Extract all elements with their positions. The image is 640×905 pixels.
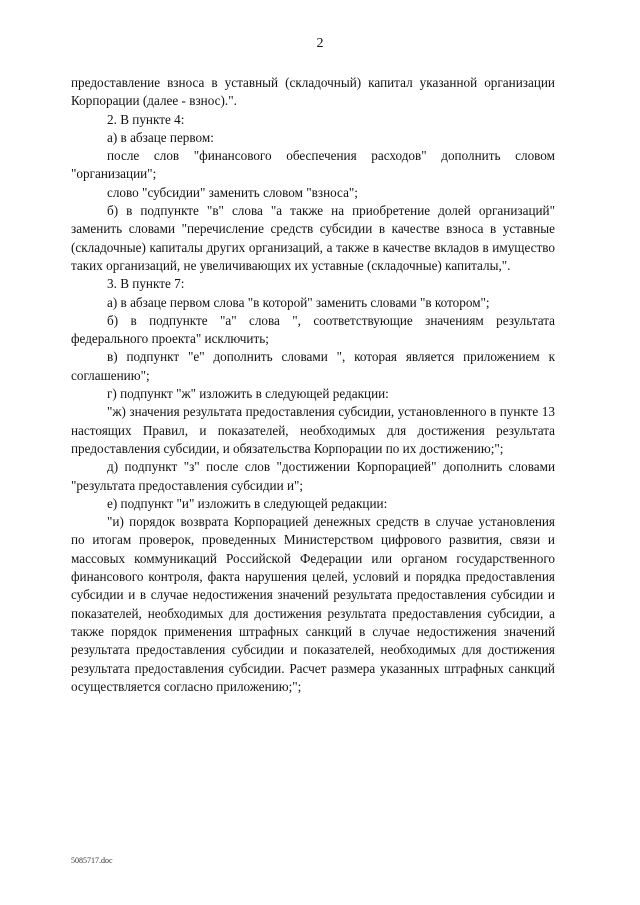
paragraph-6: б) в подпункте "в" слова "а также на приобретение долей организаций" заменить словами "перечисление средств субсидии в качестве взноса в уставные (складочные) капиталы других организаций, а также в качестве вкладов в имущество таких организаций, не увеличивающих их уставные (складочные) капиталы,". [71,203,555,273]
paragraph-11: г) подпункт "ж" изложить в следующей редакции: [107,386,389,402]
paragraph-3: а) в абзаце первом: [107,129,214,145]
paragraph-13: д) подпункт "з" после слов "достижении Корпорацией" дополнить словами "результата предоставления субсидии и"; [71,459,555,493]
document-filename: 5085717.doc [71,856,113,865]
paragraph-12: "ж) значения результата предоставления субсидии, установленного в пункте 13 настоящих Правил, и показателей, необходимых для достижения результата предоставления субсидии, и обязательства Корпорации по их достижению;"; [71,404,555,456]
paragraph-9: б) в подпункте "а" слова ", соответствующие значениям результата федерального проекта" исключить; [71,312,555,347]
page-number: 2 [316,36,324,51]
paragraph-14: е) подпункт "и" изложить в следующей редакции: [107,495,388,511]
paragraph-7: 3. В пункте 7: [107,276,185,292]
paragraph-10: в) подпункт "е" дополнить словами ", которая является приложением к соглашению"; [71,349,555,383]
document-body [71,74,555,696]
paragraph-15: "и) порядок возврата Корпорацией денежных средств в случае установления по итогам проверок, проведенных Министерством цифрового развития, связи и массовых коммуникаций Российской Федерации или органом государственного финансового контроля, факта нарушения целей, условий и порядка предоставления субсидии и в случае недостижения значений результата предоставления субсидии и показателей, необходимых для достижения результата предоставления субсидии, а также порядок применения штрафных санкций в случае недостижения значений результата предоставления субсидии и показателей, необходимых для достижения результата предоставления субсидии. Расчет размера указанных штрафных санкций осуществляется согласно приложению;"; [71,514,555,694]
paragraph-4: после слов "финансового обеспечения расходов" дополнить словом "организации"; [71,148,555,182]
paragraph-1: предоставление взноса в уставный (складочный) капитал указанной организации Корпорации (далее - взнос).". [71,75,555,109]
paragraph-2: 2. В пункте 4: [107,111,185,127]
paragraph-5: слово "субсидии" заменить словом "взноса"; [107,184,358,200]
paragraph-8: а) в абзаце первом слова "в которой" заменить словами "в котором"; [107,294,490,310]
